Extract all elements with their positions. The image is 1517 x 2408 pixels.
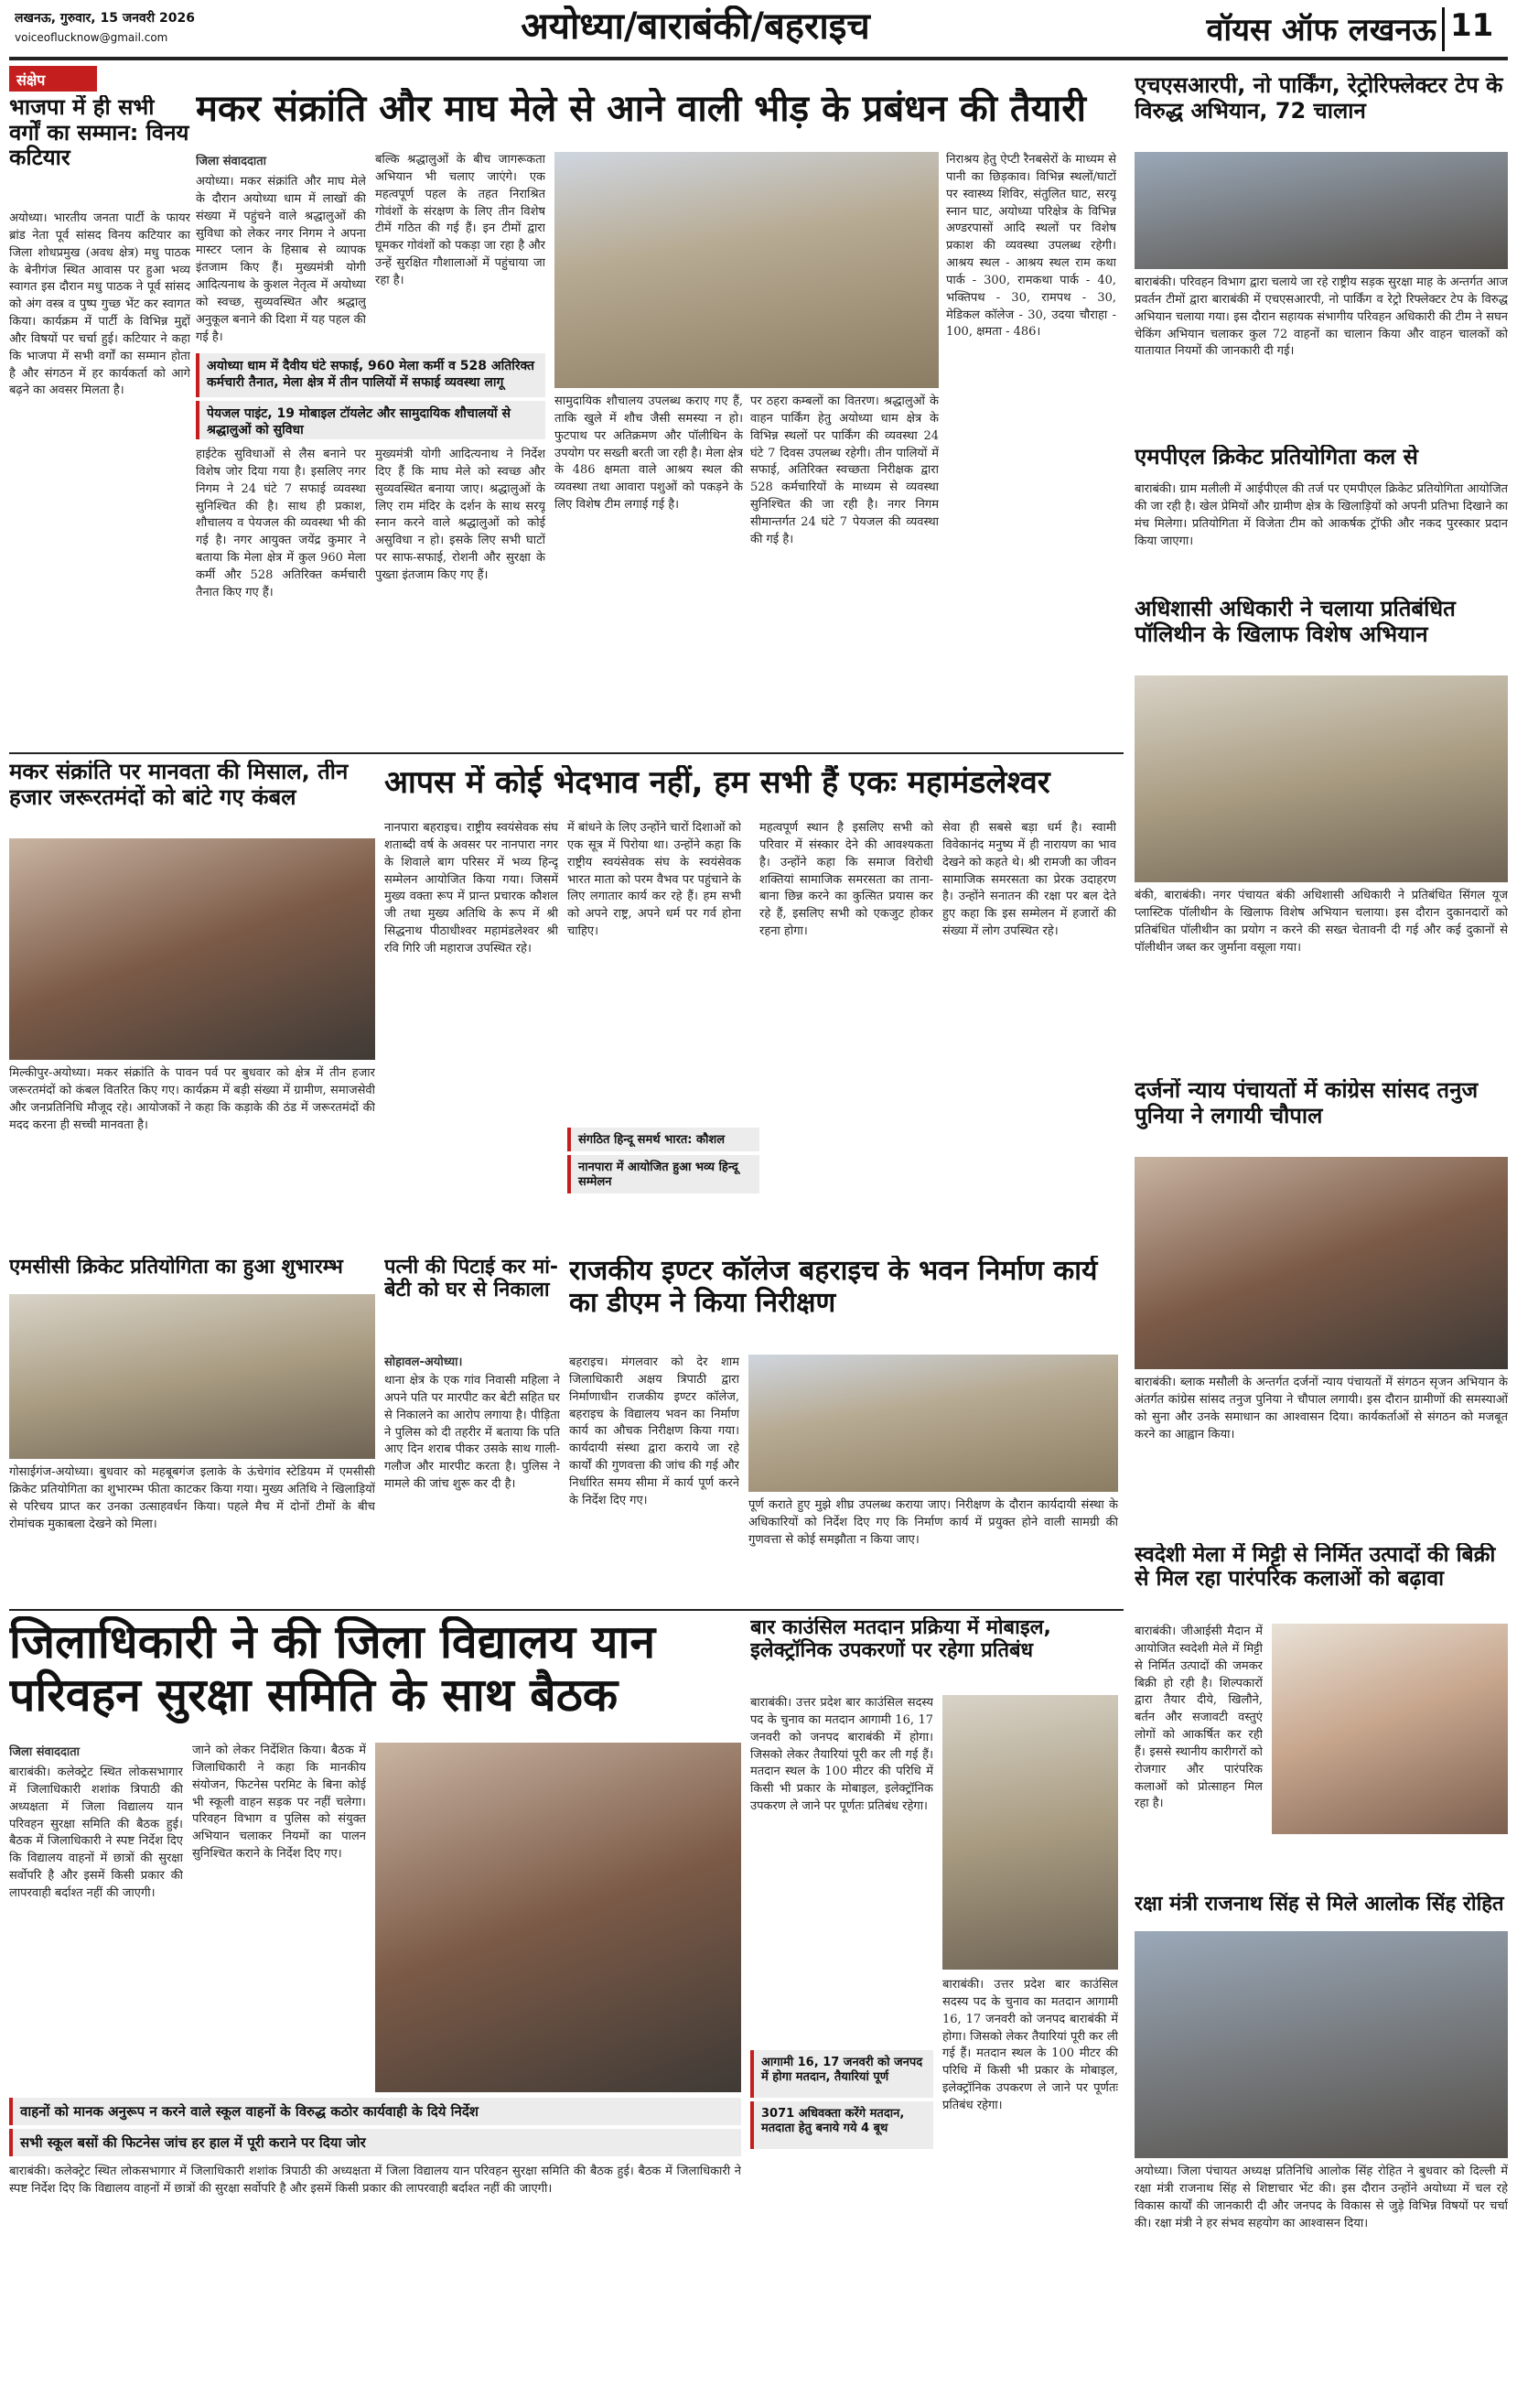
ram-temple-photo	[554, 152, 939, 388]
sankshep-headline: भाजपा में ही सभी वर्गों का सम्मान: विनय कटियार	[9, 95, 189, 171]
blankets-body: मिल्कीपुर-अयोध्या। मकर संक्रांति के पावन पर्व पर बुधवार को क्षेत्र में तीन हजार जरूरतमंदों को कंबल वितरित किए गए। कार्यक्रम में बड़ी संख्या में ग्रामीण, समाजसेवी और जनप्रतिनिधि मौजूद रहे। आयोजकों ने कहा कि कड़ाके की ठंड में जरूरतमंदों की मदद करना ही सच्ची मानवता है।	[9, 1066, 375, 1132]
mahamandaleshwar-col2: में बांधने के लिए उन्होंने चारों दिशाओं को एक सूत्र में पिरोया था। उन्होंने कहा कि राष्ट्रीय स्वयंसेवक संघ के स्वयंसेवक भारत माता को परम वैभव पर पहुंचाने के लिए लगातार कार्य कर रहे हैं। हम सभी को अपने राष्ट्र, अपने धर्म पर गर्व होना चाहिए।	[567, 821, 741, 939]
lead-highlight-1: अयोध्या धाम में दैवीय घंटे सफाई, 960 मेला कर्मी व 528 अतिरिक्त कर्मचारी तैनात, मेला क्षेत्र में तीन पालियों में सफाई व्यवस्था लागू	[196, 353, 545, 397]
congress-body: बाराबंकी। ब्लाक मसौली के अन्तर्गत दर्जनों न्याय पंचायतों में संगठन सृजन अभियान के अंतर्गत कांग्रेस सांसद तनुज पुनिया ने चौपाल लगायी। इस दौरान ग्रामीणों की समस्याओं को सुना और उनके समाधान का आश्वासन दिया। कार्यकर्ताओं से संगठन को मजबूत करने का आह्वान किया।	[1135, 1376, 1508, 1442]
transport-highlight-2: सभी स्कूल बसों की फिटनेस जांच हर हाल में पूरी कराने पर दिया जोर	[9, 2129, 741, 2156]
mcc-body: गोसाईगंज-अयोध्या। बुधवार को महबूबगंज इलाके के ऊंचेगांव स्टेडियम में एमसीसी क्रिकेट प्रतियोगिता का शुभारम्भ फीता काटकर किया गया। मुख्य अतिथि ने खिलाड़ियों से परिचय प्राप्त कर उनका उत्साहवर्धन किया। पहले मैच में दोनों टीमों के बीच रोमांचक मुकाबला देखने को मिला।	[9, 1465, 375, 1531]
blankets-headline: मकर संक्रांति पर मानवता की मिसाल, तीन हजार जरूरतमंदों को बांटे गए कंबल	[9, 760, 349, 810]
transport-byline: जिला संवाददाता	[9, 1745, 81, 1759]
sankshep-body: अयोध्या। भारतीय जनता पार्टी के फायर ब्रांड नेता पूर्व सांसद विनय कटियार का जिला शोधप्रमुख (अवध क्षेत्र) मधु पाठक के बेनीगंज स्थित आवास पर हुआ भव्य स्वागत इस दौरान मधु पाठक ने पूर्व सांसद को अंग वस्त्र व पुष्प गुच्छ भेंट कर स्वागत किया। कार्यक्रम में पार्टी के विभिन्न मुद्दों और विषयों पर चर्चा हुई। कटियार ने कहा कि भाजपा में सभी वर्गों का सम्मान होता है और संगठन में हर कार्यकर्ता को आगे बढ़ने का अवसर मिलता है।	[9, 211, 190, 398]
lead-col2: बल्कि श्रद्धालुओं के बीच जागरूकता अभियान भी चलाए जाएंगे। एक महत्वपूर्ण पहल के तहत निराश्रित गोवंशों के संरक्षण के लिए तीन विशेष टीमें गठित की गई हैं। इन टीमों द्वारा घूमकर गोवंशों को पकड़ा जा रहा है और उन्हें सुरक्षित गौशालाओं में पहुंचाया जा रहा है।	[375, 153, 545, 287]
masthead-date: लखनऊ, गुरुवार, 15 जनवरी 2026	[15, 11, 195, 26]
rajnath-headline: रक्षा मंत्री राजनाथ सिंह से मिले आलोक सिंह रोहित	[1135, 1893, 1504, 1916]
masthead-rule	[9, 57, 1508, 60]
bar-council-highlight-1: आगामी 16, 17 जनवरी को जनपद में होगा मतदान, तैयारियां पूर्ण	[750, 2050, 933, 2098]
masthead-brand: वॉयस ऑफ लखनऊ	[1206, 12, 1436, 49]
cricket-mp-body: बाराबंकी। ग्राम मलीली में आईपीएल की तर्ज पर एमपीएल क्रिकेट प्रतियोगिता आयोजित की जा रही है। खेल प्रेमियों और ग्रामीण क्षेत्र के खिलाड़ियों को अपनी प्रतिभा दिखाने का मंच मिलेगा। प्रतियोगिता में विजेता टीम को आकर्षक ट्रॉफी और नकद पुरस्कार प्रदान किया जाएगा।	[1135, 482, 1508, 548]
bar-council-tail: बाराबंकी। उत्तर प्रदेश बार काउंसिल सदस्य पद के चुनाव का मतदान आगामी 16, 17 जनवरी को जनपद बाराबंकी में होगा। जिसको लेकर तैयारियां पूरी कर ली गई हैं। मतदान स्थल के 100 मीटर की परिधि में किसी भी प्रकार के मोबाइल, इलेक्ट्रॉनिक उपकरण ले जाने पर पूर्णतः प्रतिबंध रहेगा।	[942, 1978, 1118, 2112]
mahamandaleshwar-headline: आपस में कोई भेदभाव नहीं, हम सभी हैं एकः महामंडलेश्वर	[384, 765, 1050, 801]
transport-body2: जाने को लेकर निर्देशित किया। बैठक में जिलाधिकारी ने कहा कि मानकीय संयोजन, फिटनेस परमिट के बिना कोई भी स्कूली वाहन सड़क पर नहीं चलेगा। परिवहन विभाग व पुलिस को संयुक्त अभियान चलाकर नियमों का पालन सुनिश्चित कराने के निर्देश दिए गए।	[192, 1744, 366, 1862]
bar-council-headline: बार काउंसिल मतदान प्रक्रिया में मोबाइल, इलेक्ट्रॉनिक उपकरणों पर रहेगा प्रतिबंध	[750, 1616, 1051, 1663]
swadeshi-headline: स्वदेशी मेला में मिट्टी से निर्मित उत्पादों की बिक्री से मिल रहा पारंपरिक कलाओं को बढ़ावा	[1135, 1543, 1496, 1592]
sankshep-tag: संक्षेप	[9, 66, 97, 92]
wife-beating-headline: पत्नी की पिटाई कर मां-बेटी को घर से निकाला	[384, 1256, 559, 1302]
bar-council-photo	[942, 1695, 1118, 1970]
bar-council-highlight-2: 3071 अधिवक्ता करेंगे मतदान, मतदाता हेतु बनाये गये 4 बूथ	[750, 2101, 933, 2149]
mahamandaleshwar-col1: नानपारा बहराइच। राष्ट्रीय स्वयंसेवक संघ शताब्दी वर्ष के अवसर पर नानपारा नगर के शिवाले बाग परिसर में भव्य हिन्दू सम्मेलन आयोजित किया गया। जिसमें मुख्य वक्ता रूप में प्रान्त प्रचारक कौशल जी तथा मुख्य अतिथि के रूप में श्री सिद्धनाथ पीठाधीश्वर महामंडलेश्वर श्री रवि गिरि जी महाराज उपस्थित रहे।	[384, 821, 558, 956]
masthead-email: voiceoflucknow@gmail.com	[15, 31, 168, 44]
swadeshi-photo	[1272, 1624, 1508, 1834]
lead-headline: मकर संक्रांति और माघ मेले से आने वाली भीड़ के प्रबंधन की तैयारी	[196, 88, 1086, 130]
transport-tail: बाराबंकी। कलेक्ट्रेट स्थित लोकसभागार में जिलाधिकारी शशांक त्रिपाठी की अध्यक्षता में जिला विद्यालय यान परिवहन सुरक्षा समिति की बैठक हुई। बैठक में जिलाधिकारी ने स्पष्ट निर्देश दिए कि विद्यालय वाहनों में छात्रों की सुरक्षा सर्वोपरि है और इसमें किसी प्रकार की लापरवाही बर्दाश्त नहीं की जाएगी।	[9, 2165, 741, 2196]
lead-col1b: हाईटेक सुविधाओं से लैस बनाने पर विशेष जोर दिया गया है। इसलिए नगर निगम ने 24 घंटे 7 सफाई व्यवस्था सुनिश्चित की है। साथ ही प्रकाश, शौचालय व पेयजल की व्यवस्था भी की गई है। नगर आयुक्त जयेंद्र कुमार ने बताया कि मेला क्षेत्र में कुल 960 मेला कर्मी और 528 अतिरिक्त कर्मचारी तैनात किए गए हैं।	[196, 448, 366, 599]
blankets-photo	[9, 838, 375, 1060]
lead-col4: पर ठहरा कम्बलों का वितरण। श्रद्धालुओं के वाहन पार्किंग हेतु अयोध्या धाम क्षेत्र के विभिन्न स्थलों पर पार्किंग की व्यवस्था 24 घंटे 7 दिवस उपलब्ध रहेगी। तीन पालियों में सफाई, अतिरिक्त स्वच्छता निरीक्षक द्वारा 528 कर्मचारियों के माध्यम से व्यवस्था सुनिश्चित की जा रही है। नगर निगम सीमान्तर्गत 24 घंटे 7 पेयजल की व्यवस्था की गई है।	[750, 394, 939, 546]
lead-highlight-2: पेयजल पाइंट, 19 मोबाइल टॉयलेट और सामुदायिक शौचालयों से श्रद्धालुओं को सुविधा	[196, 401, 545, 439]
page-number: 11	[1442, 7, 1502, 51]
lead-byline: जिला संवाददाता	[196, 155, 267, 168]
inter-college-headline: राजकीय इण्टर कॉलेज बहराइच के भवन निर्माण कार्य का डीएम ने किया निरीक्षण	[569, 1256, 1098, 1319]
polythene-photo	[1135, 675, 1508, 882]
wife-beating-body: थाना क्षेत्र के एक गांव निवासी महिला ने अपने पति पर मारपीट कर बेटी सहित घर से निकालने का आरोप लगाया है। पीड़िता ने पुलिस को दी तहरीर में बताया कि पति आए दिन शराब पीकर उसके साथ गाली-गलौज और मारपीट करता है। पुलिस ने मामले की जांच शुरू कर दी है।	[384, 1374, 560, 1492]
transport-photo	[375, 1743, 741, 2092]
lead-col2b: मुख्यमंत्री योगी आदित्यनाथ ने निर्देश दिए हैं कि माघ मेले को स्वच्छ और सुव्यवस्थित बनाया जाए। श्रद्धालुओं के लिए राम मंदिर के दर्शन के साथ सरयू स्नान करने वाले श्रद्धालुओं को कोई असुविधा न हो। इसके लिए सभी घाटों पर साफ-सफाई, रोशनी और सुरक्षा के पुख्ता इंतजाम किए गए हैं।	[375, 448, 545, 582]
inter-college-body2: पूर्ण कराते हुए मुझे शीघ्र उपलब्ध कराया जाए। निरीक्षण के दौरान कार्यदायी संस्था के अधिकारियों को निर्देश दिए गए कि निर्माण कार्य में प्रयुक्त होने वाली सामग्री की गुणवत्ता से कोई समझौता न किया जाए।	[748, 1498, 1118, 1547]
mahamandaleshwar-highlight-2: नानपारा में आयोजित हुआ भव्य हिन्दू सम्मेलन	[567, 1155, 759, 1193]
section-title: अयोध्या/बाराबंकी/बहराइच	[521, 5, 870, 48]
lead-col1: अयोध्या। मकर संक्रांति और माघ मेले के दौरान अयोध्या धाम में लाखों की संख्या में पहुंचने वाले श्रद्धालुओं की सुविधा को लेकर नगर निगम ने अपना मास्टर प्लान के हिसाब से व्यापक इंतजाम किए हैं। मुख्यमंत्री योगी आदित्यनाथ के कुशल नेतृत्व में अयोध्या को स्वच्छ, सुव्यवस्थित और श्रद्धालु अनुकूल बनाने की दिशा में यह पहल की गई है।	[196, 175, 366, 344]
mahamandaleshwar-highlight-1: संगठित हिन्दू समर्थ भारत: कौशल	[567, 1128, 759, 1151]
rajnath-photo	[1135, 1931, 1508, 2158]
inter-college-photo	[748, 1355, 1118, 1492]
congress-headline: दर्जनों न्याय पंचायतों में कांग्रेस सांसद तनुज पुनिया ने लगायी चौपाल	[1135, 1078, 1479, 1128]
wife-beating-byline: सोहावल-अयोध्या।	[384, 1355, 463, 1369]
band3-rule	[9, 1609, 1124, 1611]
band2-rule	[9, 752, 1124, 754]
polythene-headline: अधिशासी अधिकारी ने चलाया प्रतिबंधित पॉलिथीन के खिलाफ विशेष अभियान	[1135, 597, 1456, 647]
lead-col3: सामुदायिक शौचालय उपलब्ध कराए गए हैं, ताकि खुले में शौच जैसी समस्या न हो। फुटपाथ पर अतिक्रमण और पॉलीथिन के उपयोग पर सख्ती बरती जा रही है। मेला क्षेत्र के 486 क्षमता वाले आश्रय स्थल की व्यवस्था तथा आवारा पशुओं को पकड़ने के लिए विशेष टीम लगाई गई है।	[554, 394, 743, 513]
nps-headline: एचएसआरपी, नो पार्किंग, रेट्रोरिफ्लेक्टर टेप के विरुद्ध अभियान, 72 चालान	[1135, 73, 1503, 124]
cricket-mp-headline: एमपीएल क्रिकेट प्रतियोगिता कल से	[1135, 445, 1418, 470]
mcc-headline: एमसीसी क्रिकेट प्रतियोगिता का हुआ शुभारम्भ	[9, 1256, 343, 1279]
congress-photo	[1135, 1157, 1508, 1369]
rajnath-body: अयोध्या। जिला पंचायत अध्यक्ष प्रतिनिधि आलोक सिंह रोहित ने बुधवार को दिल्ली में रक्षा मंत्री राजनाथ सिंह से शिष्टाचार भेंट की। इस दौरान उन्होंने अयोध्या में चल रहे विकास कार्यों की जानकारी दी और जनपद के विकास से जुड़े विभिन्न विषयों पर चर्चा की। रक्षा मंत्री ने हर संभव सहयोग का आश्वासन दिया।	[1135, 2165, 1508, 2230]
mahamandaleshwar-col4: सेवा ही सबसे बड़ा धर्म है। स्वामी विवेकानंद मनुष्य में ही नारायण का भाव देखने को कहते थे। श्री रामजी का जीवन सामाजिक समरसता का प्रेरक उदाहरण है। उन्होंने सनातन की रक्षा पर बल देते हुए कहा कि इस सम्मेलन में हजारों की संख्या में लोग उपस्थित रहे।	[942, 821, 1116, 939]
nps-body: बाराबंकी। परिवहन विभाग द्वारा चलाये जा रहे राष्ट्रीय सड़क सुरक्षा माह के अन्तर्गत आज प्रवर्तन टीमों द्वारा बाराबंकी में एचएसआरपी, नो पार्किंग व रेट्रो रिफ्लेक्टर टेप के विरुद्ध अभियान चलाया गया। इस दौरान सहायक संभागीय परिवहन अधिकारी की टीम ने सघन चेकिंग अभियान चलाकर कुल 72 वाहनों का चालान किया और वाहन चालकों को यातायात नियमों की जानकारी दी गई।	[1135, 275, 1508, 359]
mahamandaleshwar-col3: महत्वपूर्ण स्थान है इसलिए सभी को परिवार में संस्कार देने की आवश्यकता है। उन्होंने कहा कि समाज विरोधी शक्तियां सामाजिक समरसता का ताना-बाना छिन्न करने का कुत्सित प्रयास कर रहे हैं, इसलिए सभी को एकजुट होकर रहना होगा।	[759, 821, 933, 939]
transport-body: बाराबंकी। कलेक्ट्रेट स्थित लोकसभागार में जिलाधिकारी शशांक त्रिपाठी की अध्यक्षता में जिला विद्यालय यान परिवहन सुरक्षा समिति की बैठक हुई। बैठक में जिलाधिकारी ने स्पष्ट निर्देश दिए कि विद्यालय वाहनों में छात्रों की सुरक्षा सर्वोपरि है और इसमें किसी प्रकार की लापरवाही बर्दाश्त नहीं की जाएगी।	[9, 1766, 183, 1900]
bar-council-body: बाराबंकी। उत्तर प्रदेश बार काउंसिल सदस्य पद के चुनाव का मतदान आगामी 16, 17 जनवरी को जनपद बाराबंकी में होगा। जिसको लेकर तैयारियां पूरी कर ली गई हैं। मतदान स्थल के 100 मीटर की परिधि में किसी भी प्रकार के मोबाइल, इलेक्ट्रॉनिक उपकरण ले जाने पर पूर्णतः प्रतिबंध रहेगा।	[750, 1696, 933, 1814]
polythene-body: बंकी, बाराबंकी। नगर पंचायत बंकी अधिशासी अधिकारी ने प्रतिबंधित सिंगल यूज प्लास्टिक पॉलीथीन के खिलाफ विशेष अभियान चलाया। इस दौरान दुकानदारों को प्रतिबंधित पॉलीथीन का प्रयोग न करने की सख्त चेतावनी दी गई और कई दुकानों से पॉलीथीन जब्त कर जुर्माना वसूला गया।	[1135, 889, 1508, 955]
transport-headline: जिलाधिकारी ने की जिला विद्यालय यान परिवहन सुरक्षा समिति के साथ बैठक	[9, 1616, 656, 1722]
lead-col5: निराश्रय हेतु ऐप्टी रैनबसेरों के माध्यम से पानी का छिड़काव। विभिन्न स्थलों/घाटों पर स्वास्थ्य शिविर, संतुलित घाट, सरयू स्नान घाट, अयोध्या परिक्षेत्र के विभिन्न अण्डरपासों आदि स्थलों पर विशेष प्रकाश की व्यवस्था उपलब्ध रहेगी। आश्रय स्थल - आश्रय स्थल राम कथा पार्क - 300, रामकथा पार्क - 40, भक्तिपथ - 30, रामपथ - 30, मेडिकल कॉलेज - 30, उदया चौराहा - 100, क्षमता - 486।	[946, 153, 1116, 340]
mcc-photo	[9, 1294, 375, 1459]
nps-photo	[1135, 152, 1508, 269]
inter-college-body: बहराइच। मंगलवार को देर शाम जिलाधिकारी अक्षय त्रिपाठी द्वारा निर्माणाधीन राजकीय इण्टर कॉलेज, बहराइच के विद्यालय भवन का निर्माण कार्य का औचक निरीक्षण किया गया। कार्यदायी संस्था द्वारा कराये जा रहे कार्यों की गुणवत्ता की जांच की गई और निर्धारित समय सीमा में कार्य पूर्ण करने के निर्देश दिए गए।	[569, 1355, 739, 1507]
swadeshi-body: बाराबंकी। जीआईसी मैदान में आयोजित स्वदेशी मेले में मिट्टी से निर्मित उत्पादों की जमकर बिक्री हो रही है। शिल्पकारों द्वारा तैयार दीये, खिलौने, बर्तन और सजावटी वस्तुएं लोगों को आकर्षित कर रही हैं। इससे स्थानीय कारीगरों को रोजगार और पारंपरिक कलाओं को प्रोत्साहन मिल रहा है।	[1135, 1625, 1263, 1811]
transport-highlight-1: वाहनों को मानक अनुरूप न करने वाले स्कूल वाहनों के विरुद्ध कठोर कार्यवाही के दिये निर्देश	[9, 2098, 741, 2125]
